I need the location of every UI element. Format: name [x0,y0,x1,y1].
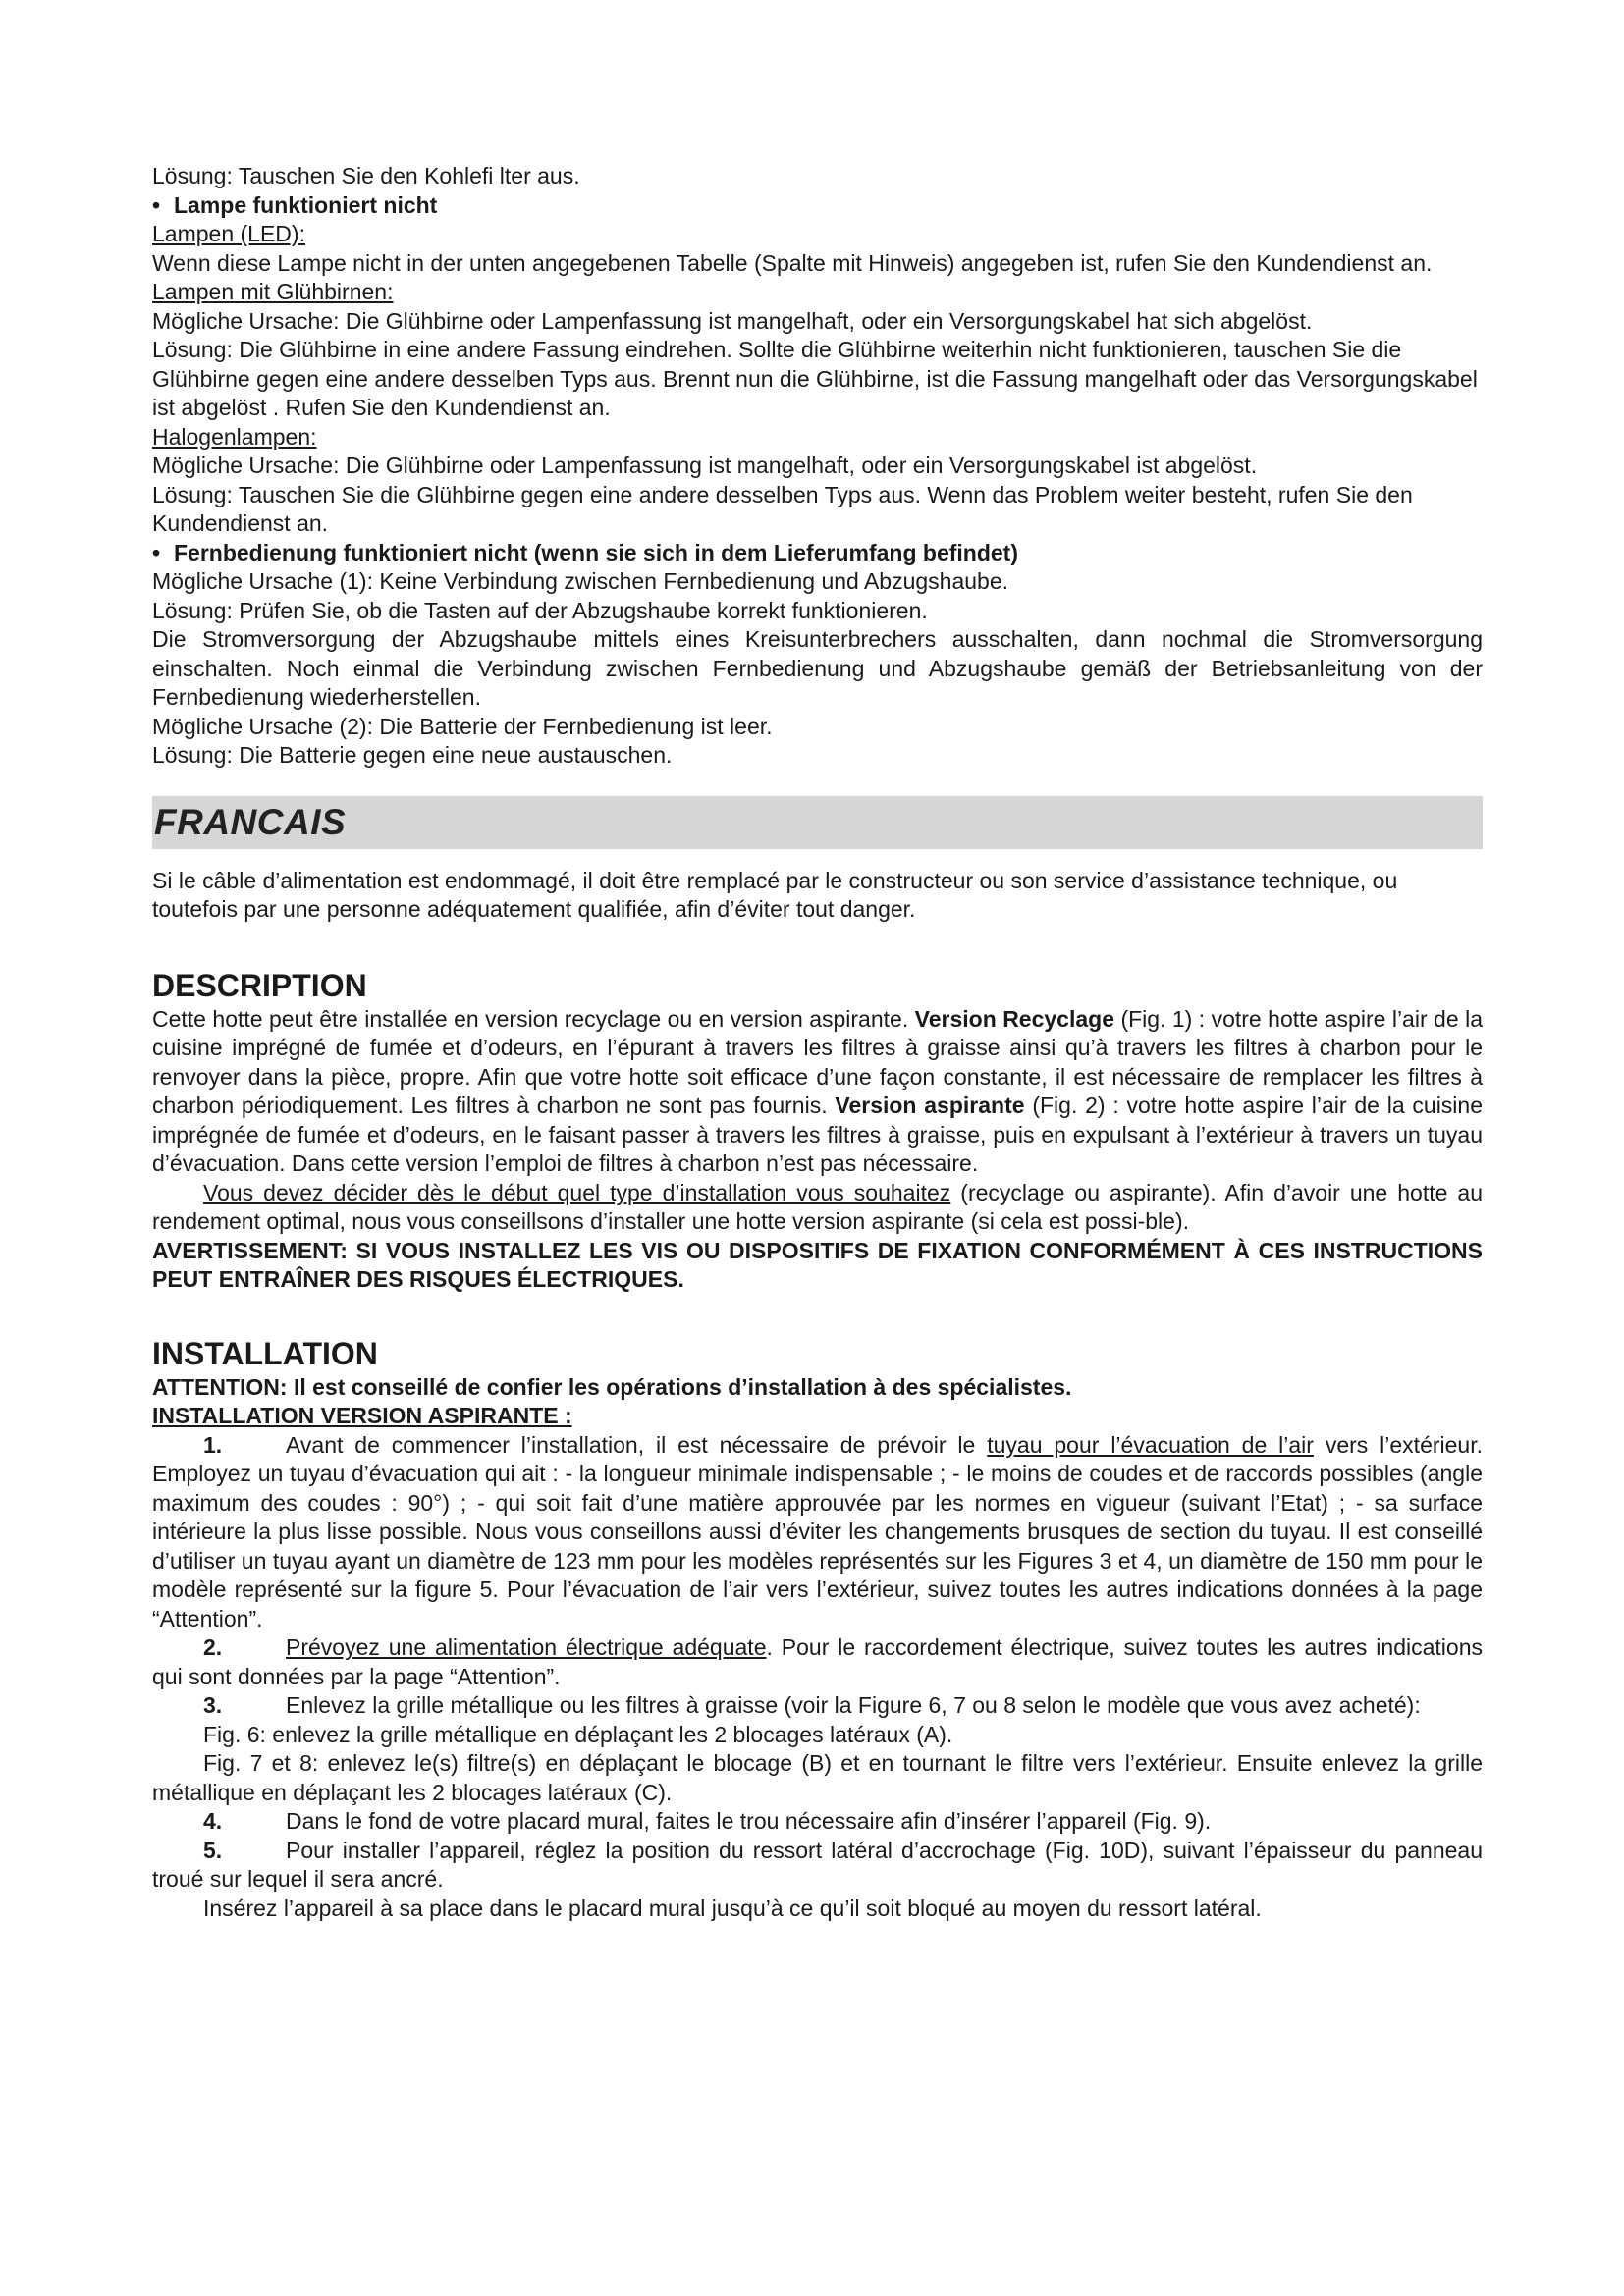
de-bulb-heading: Lampen mit Glühbirnen: [152,279,394,304]
installation-step-3 [152,1691,1483,1721]
installation-step-2 [152,1633,1483,1691]
de-remote-power: Die Stromversorgung der Abzugshaube mittels eines Kreisunterbrechers ausschalten, dann nochmal die Stromversorgung einschalten. Noch einmal die Verbindung zwischen Fernbedienung und Abzugshaube gemäß der Betriebsanleitung von der Fernbedienung wiederherstellen. [152,626,1483,710]
de-led-text: Wenn diese Lampe nicht in der unten angegebenen Tabelle (Spalte mit Hinweis) angegeben ist, rufen Sie den Kundendienst an. [152,249,1433,276]
language-banner [152,796,1483,849]
de-bulb-solution: Lösung: Die Glühbirne in eine andere Fassung eindrehen. Sollte die Glühbirne weiterhin nicht funktionieren, tauschen Sie die Glühbirne gegen eine andere desselben Typs aus. Brennt nun die Glühbirne, ist die Fassung mangelhaft oder das Versorgungskabel ist abgelöst . Rufen Sie den Kundendienst an. [152,337,1478,420]
description-aspirante-label: Version aspirante [835,1093,1025,1118]
step2-b: . Pour le raccordement électrique, suivez toutes les autres indications qui sont données par la page “Attention”. [152,1634,1483,1689]
installation-fig78: Fig. 7 et 8: enlevez le(s) filtre(s) en déplaçant le blocage (B) et en tournant le filtre vers l’extérieur. Ensuite enlevez la grille métallique en déplaçant les 2 blocages latéraux (C). [152,1750,1483,1805]
description-title: DESCRIPTION [152,967,367,1003]
step5-text: Pour installer l’appareil, réglez la position du ressort latéral d’accrochage (Fig. 10D), suivant l’épaisseur du panneau troué sur lequel il sera ancré. [152,1837,1483,1892]
de-halogen-solution: Lösung: Tauschen Sie die Glühbirne gegen eine andere desselben Typs aus. Wenn das Problem weiter besteht, rufen Sie den Kundendienst an. [152,481,1413,536]
de-halogen-cause: Mögliche Ursache: Die Glühbirne oder Lampenfassung ist mangelhaft, oder ein Versorgungskabel ist abgelöst. [152,453,1258,478]
step2-underlined: Prévoyez une alimentation électrique adéquate [286,1634,767,1660]
step-number: 2. [203,1634,223,1660]
description-paragraph [152,1005,1483,1179]
document-page [152,162,1483,1923]
installation-step-4 [152,1807,1483,1837]
installation-step-5 [152,1837,1483,1895]
de-remote-cause-2: Mögliche Ursache (2): Die Batterie der Fernbedienung ist leer. [152,713,773,739]
de-filter-solution: Lösung: Tauschen Sie den Kohlefi lter aus. [152,163,580,188]
description-decide-underlined: Vous devez décider dès le début quel type d’installation vous souhaitez [203,1179,951,1205]
description-recycle-label: Version Recyclage [914,1005,1114,1032]
installation-attention: ATTENTION: Il est conseillé de confier les opérations d’installation à des spécialistes. [152,1373,1072,1400]
de-bullet-remote-text: Fernbedienung funktioniert nicht (wenn sie sich in dem Lieferumfang befindet) [174,539,1018,565]
description-decide [152,1179,1483,1237]
de-remote-solution-1: Lösung: Prüfen Sie, ob die Tasten auf der Abzugshaube korrekt funktionieren. [152,597,928,623]
de-halogen-heading: Halogenlampen: [152,423,317,450]
bullet-dot: • [152,539,161,565]
step-number: 3. [203,1692,223,1718]
banner-title: FRANCAIS [154,801,347,842]
de-bulb-cause: Mögliche Ursache: Die Glühbirne oder Lampenfassung ist mangelhaft, oder ein Versorgungskabel hat sich abgelöst. [152,307,1313,334]
de-bullet-lamp [152,191,1483,221]
description-s3: (Fig. 2) : votre hotte aspire l’air de la cuisine imprégnée de fumée et d’odeurs, en le faisant passer à travers les filtres à graisse, puis en expulsant à l’extérieur à travers un tuyau d’évacuation. Dans cette version l’emploi de filtres à charbon n’est pas nécessaire. [152,1093,1483,1176]
installation-insert: Insérez l’appareil à sa place dans le placard mural jusqu’à ce qu’il soit bloqué au moyen du ressort latéral. [203,1895,1262,1921]
step-number: 1. [203,1431,223,1458]
step1-a: Avant de commencer l’installation, il est nécessaire de prévoir le [286,1431,988,1458]
de-remote-solution-2: Lösung: Die Batterie gegen eine neue austauschen. [152,742,673,768]
step-number: 5. [203,1837,223,1863]
step-number: 4. [203,1808,223,1834]
step4-text: Dans le fond de votre placard mural, faites le trou nécessaire afin d’insérer l’appareil (Fig. 9). [286,1808,1212,1834]
description-s2: (Fig. 1) : votre hotte aspire l’air de la cuisine imprégné de fumée et d’odeurs, en l’épurant à travers les filtres à graisse ainsi qu’à travers les filtres à charbon pour le renvoyer dans la pièce, propre. Afin que votre hotte soit efficace d’une façon constante, il est nécessaire de remplacer les filtres à charbon périodiquement. Les filtres à charbon ne sont pas fournis. [152,1005,1483,1118]
bullet-dot: • [152,191,161,218]
fr-intro: Si le câble d’alimentation est endommagé, il doit être remplacé par le constructeur ou son service d’assistance technique, ou toutefois par une personne adéquatement qualifiée, afin d’éviter tout danger. [152,867,1398,922]
de-bullet-remote [152,539,1483,568]
step1-b: vers l’extérieur. Employez un tuyau d’évacuation qui ait : - la longueur minimale indispensable ; - le moins de coudes et de raccords possibles (angle maximum des coudes : 90°) ; - qui soit fait d’une matière approuvée par les normes en vigueur (suivant l’Etat) ; - sa surface intérieure la plus lisse possible. Nous vous conseillons aussi d’éviter les changements brusques de section du tuyau. Il est conseillé d’utiliser un tuyau ayant un diamètre de 123 mm pour les modèles représentés sur les Figures 3 et 4, un diamètre de 150 mm pour le modèle représenté sur la figure 5. Pour l’évacuation de l’air vers l’extérieur, suivez toutes les autres indications données à la page “Attention”. [152,1431,1483,1631]
installation-step-1 [152,1431,1483,1634]
installation-subheading: INSTALLATION VERSION ASPIRANTE : [152,1403,572,1428]
description-decide-rest: (recyclage ou aspirante). Afin d’avoir une hotte au rendement optimal, nous vous conseillsons d’installer une hotte version aspirante (si cela est possi-ble). [152,1179,1484,1234]
de-bullet-lamp-text: Lampe funktioniert nicht [174,191,438,218]
installation-title: INSTALLATION [152,1335,378,1371]
installation-fig6: Fig. 6: enlevez la grille métallique en déplaçant les 2 blocages latéraux (A). [203,1721,953,1747]
de-led-heading: Lampen (LED): [152,221,305,246]
description-s1: Cette hotte peut être installée en version recyclage ou en version aspirante. [152,1005,915,1032]
step1-underlined: tuyau pour l’évacuation de l’air [987,1431,1314,1458]
description-warning: AVERTISSEMENT: SI VOUS INSTALLEZ LES VIS OU DISPOSITIFS DE FIXATION CONFORMÉMENT À CES INSTRUCTIONS PEUT ENTRAÎNER DES RISQUES ÉLECTRIQUES. [152,1237,1483,1292]
step3-text: Enlevez la grille métallique ou les filtres à graisse (voir la Figure 6, 7 ou 8 selon le modèle que vous avez acheté): [286,1692,1421,1718]
de-remote-cause-1: Mögliche Ursache (1): Keine Verbindung zwischen Fernbedienung und Abzugshaube. [152,568,1009,594]
